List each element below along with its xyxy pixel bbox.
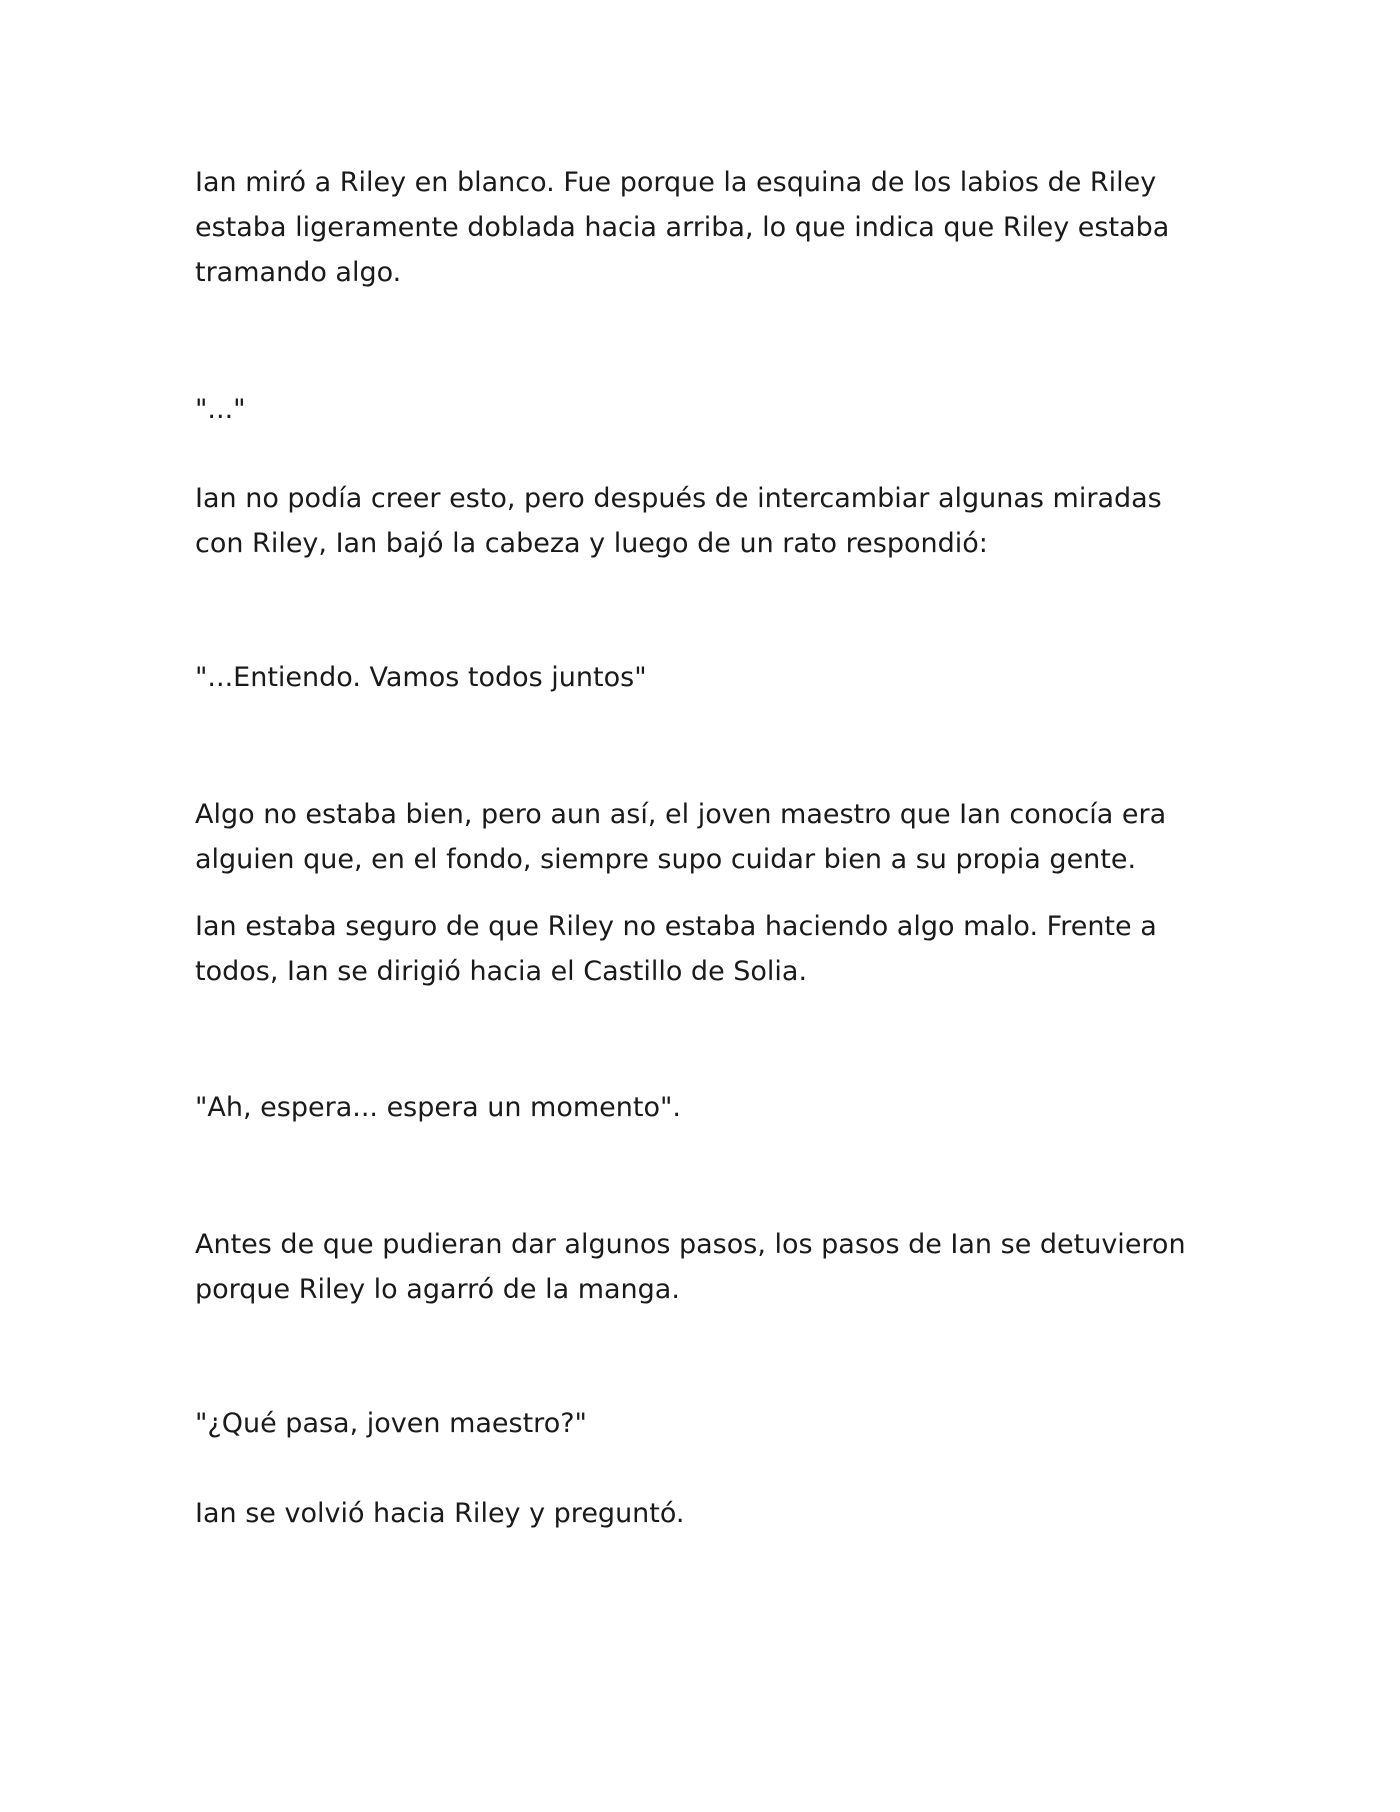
paragraph-5: Algo no estaba bien, pero aun así, el joven maestro que Ian conocía era alguien que, en el fondo, siempre supo cuidar bien a su propia gente. bbox=[195, 799, 1175, 875]
paragraph-7: "Ah, espera... espera un momento". bbox=[195, 1092, 681, 1123]
paragraph-1: Ian miró a Riley en blanco. Fue porque la esquina de los labios de Riley estaba ligeramente doblada hacia arriba, lo que indica que Riley estaba tramando algo. bbox=[195, 167, 1178, 288]
paragraph-2: "..." bbox=[195, 394, 246, 425]
paragraph-10: Ian se volvió hacia Riley y preguntó. bbox=[195, 1498, 685, 1529]
paragraph-3: Ian no podía creer esto, pero después de intercambiar algunas miradas con Riley, Ian bajó la cabeza y luego de un rato respondió: bbox=[195, 483, 1171, 559]
paragraph-8: Antes de que pudieran dar algunos pasos, los pasos de Ian se detuvieron porque Riley lo agarró de la manga. bbox=[195, 1229, 1195, 1305]
paragraph-9: "¿Qué pasa, joven maestro?" bbox=[195, 1408, 587, 1439]
paragraph-4: "...Entiendo. Vamos todos juntos" bbox=[195, 662, 647, 693]
paragraph-6: Ian estaba seguro de que Riley no estaba haciendo algo malo. Frente a todos, Ian se dirigió hacia el Castillo de Solia. bbox=[195, 911, 1166, 987]
